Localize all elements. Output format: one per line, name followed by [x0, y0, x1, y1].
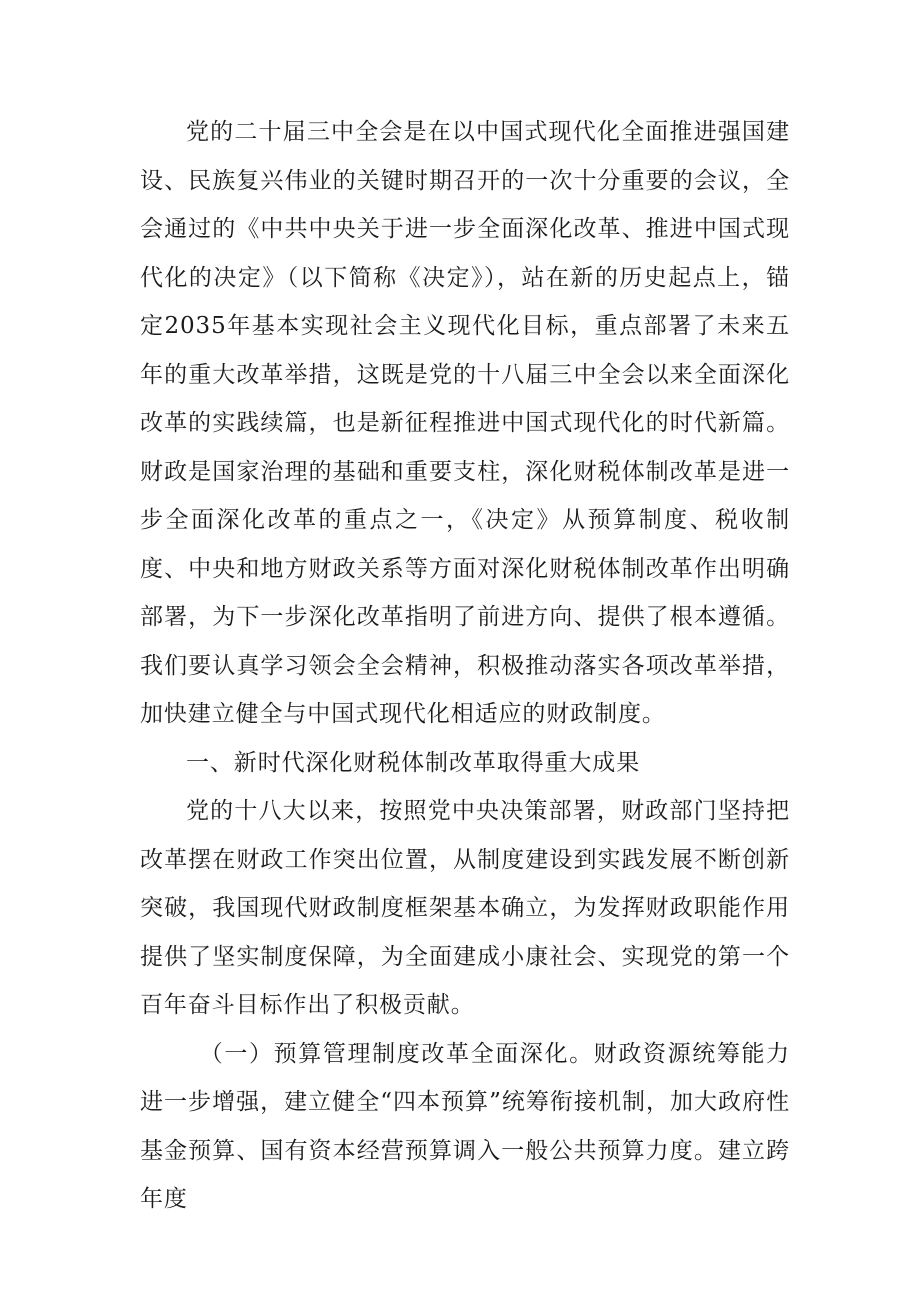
subsection-paragraph: （一）预算管理制度改革全面深化。财政资源统筹能力进一步增强，建立健全“四本预算”统筹衔接机制，加大政府性基金预算、国有资本经营预算调入一般公共预算力度。建立跨年度 — [140, 1040, 790, 1212]
section-paragraph: 党的十八大以来，按照党中央决策部署，财政部门坚持把改革摆在财政工作突出位置，从制度建设到实践发展不断创新突破，我国现代财政制度框架基本确立，为发挥财政职能作用提供了坚实制度保障，为全面建成小康社会、实现党的第一个百年奋斗目标作出了积极贡献。 — [140, 798, 790, 1018]
intro-paragraph: 党的二十届三中全会是在以中国式现代化全面推进强国建设、民族复兴伟业的关键时期召开的一次十分重要的会议，全会通过的《中共中央关于进一步全面深化改革、推进中国式现代化的决定》（以下简称《决定》），站在新的历史起点上，锚定2035年基本实现社会主义现代化目标，重点部署了未来五年的重大改革举措，这既是党的十八届三中全会以来全面深化改革的实践续篇，也是新征程推进中国式现代化的时代新篇。财政是国家治理的基础和重要支柱，深化财税体制改革是进一步全面深化改革的重点之一，《决定》从预算制度、税收制度、中央和地方财政关系等方面对深化财税体制改革作出明确部署，为下一步深化改革指明了前进方向、提供了根本遵循。我们要认真学习领会全会精神，积极推动落实各项改革举措，加快建立健全与中国式现代化相适应的财政制度。 — [140, 119, 790, 727]
document-page — [140, 108, 790, 1224]
section-heading: 一、新时代深化财税体制改革取得重大成果 — [186, 749, 641, 776]
